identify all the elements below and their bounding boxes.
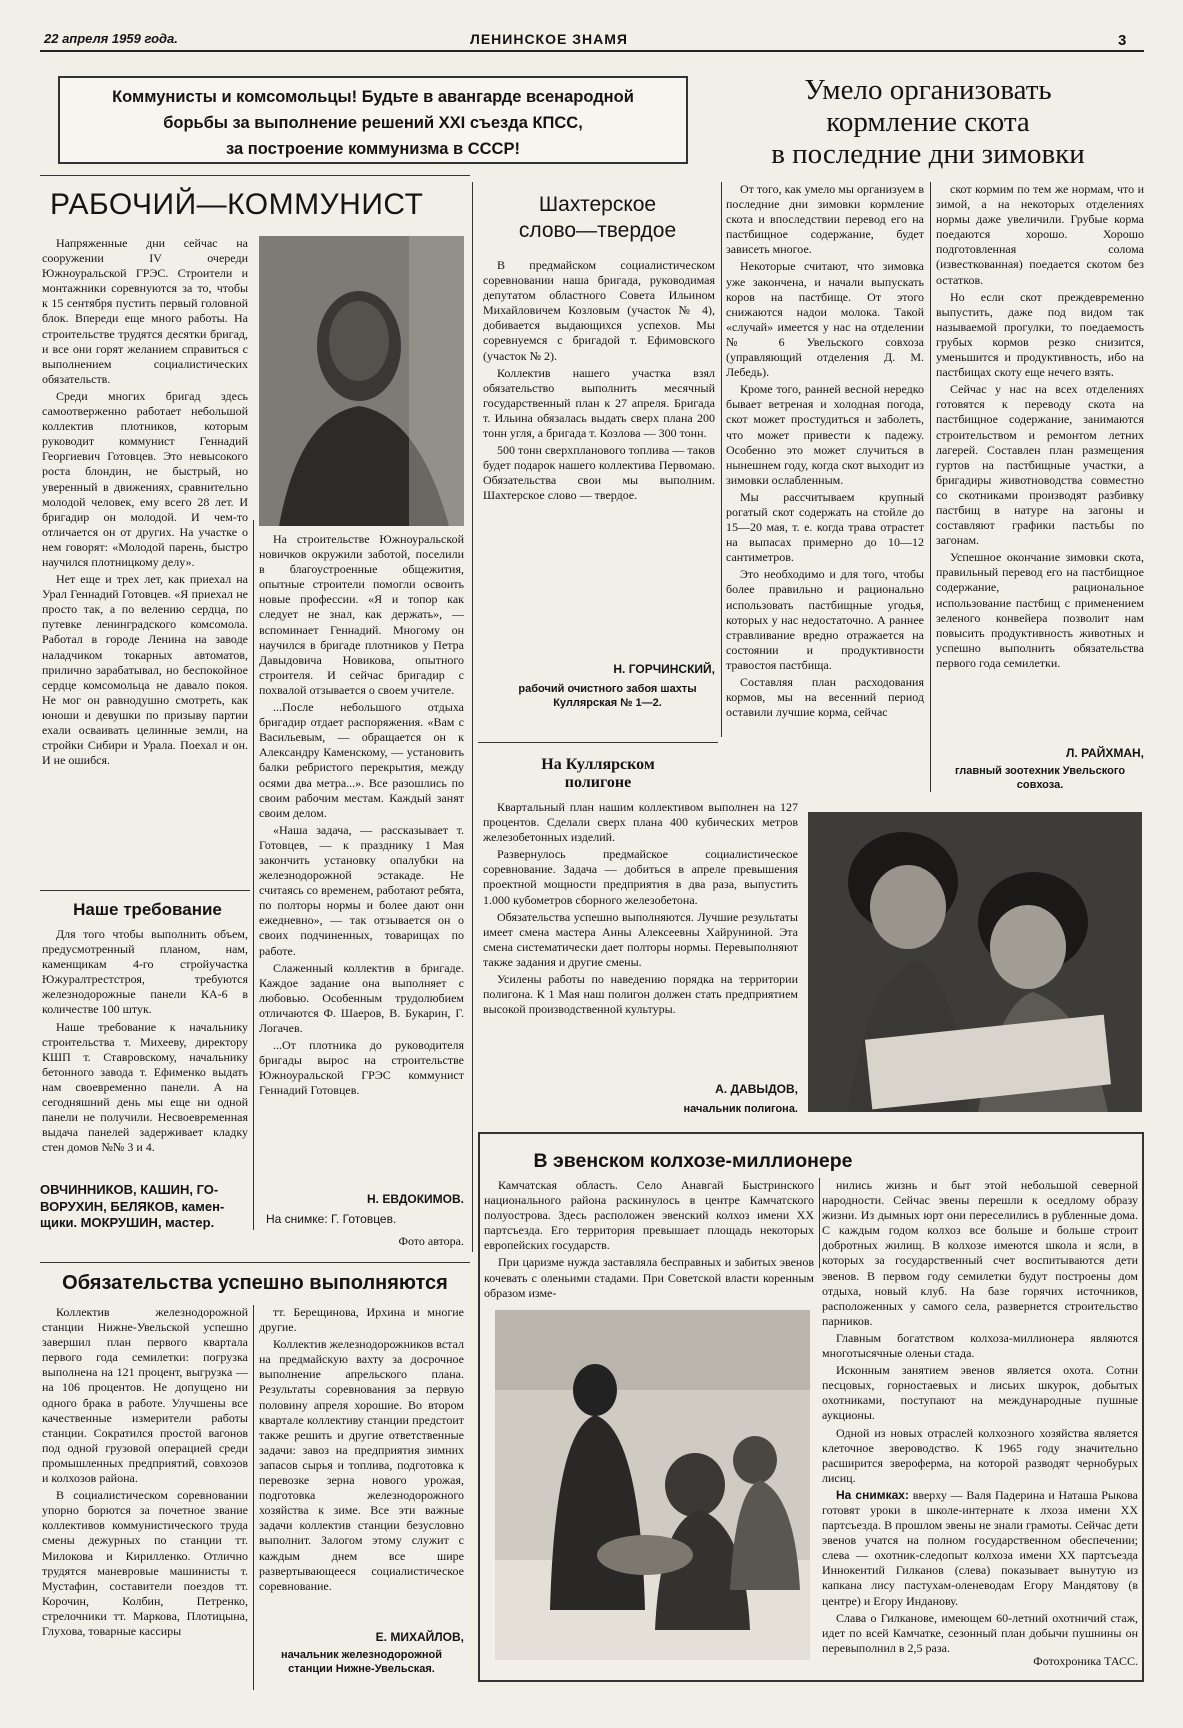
evenk-captions	[822, 1488, 1138, 1609]
livestock-col2-paragraph: Но если скот преждевременно выпустить, даже под видом так называемой прогулки, то поедаемость грубых кормов резко снизится, уменьшится и продуктивность, ибо на пастбищах скоту еще нечего взять.	[936, 289, 1144, 380]
obligations-article-title: Обязательства успешно выполняются	[62, 1272, 448, 1294]
evenk-photo-credit: Фотохроника ТАСС.	[1033, 1654, 1138, 1668]
worker-col2-paragraph: ...После небольшого отдыха бригадир отдает распоряжения. «Вам с Васильевым, — обращается он к Александру Каменскому, — установить балки ребристого перекрытия, между осями два метра...». Все разошлись по своим рабочим местам. Каждый занят своим делом.	[259, 700, 464, 820]
column-rule	[930, 182, 931, 792]
polygon-article-title	[478, 756, 718, 792]
worker-col2-paragraph: ...От плотника до руководителя бригады вырос на строительстве Южноуральской ГРЭС коммунист Геннадий Готовцев.	[259, 1038, 464, 1098]
worker-col2-paragraph: Слаженный коллектив в бригаде. Каждое задание она выполняет с любовью. Особенным трудолюбием отличаются Ф. Шаеров, В. Букарин, Г. Логачев.	[259, 960, 464, 1035]
polygon-title-line: На Куллярском	[541, 756, 655, 773]
column-rule	[721, 182, 722, 737]
hunters-photo	[495, 1310, 810, 1660]
evenk-article-title: В эвенском колхозе-миллионере	[533, 1150, 853, 1172]
evenk-col2-paragraph: Главным богатством колхоза-миллионера являются многотысячные оленьи стада.	[822, 1330, 1138, 1361]
livestock-title-line: Умело организовать	[804, 74, 1052, 106]
livestock-article-col1	[726, 182, 924, 722]
livestock-article-col2	[936, 182, 1144, 673]
demand-top-rule	[40, 890, 250, 891]
miner-title-line: слово—твердое	[518, 219, 677, 242]
masthead-paper-name: ЛЕНИНСКОЕ ЗНАМЯ	[470, 31, 628, 47]
miner-paragraph: Коллектив нашего участка взял обязательство выполнить месячный государственный план к 27 апреля. Бригада т. Ильина обязалась выдать сверх плана 200 тонн угля, а бригада т. Козлова — 300 тонн.	[483, 365, 715, 441]
obligations-position-line: начальник железнодорожной	[280, 1649, 443, 1661]
obligations-article-position	[259, 1648, 464, 1676]
evenk-col2-paragraph: Исконным занятием эвенов является охота. Сотни песцовых, горностаевых и лисьих шкурок, добытых охотниками, поступают на международные пушные аукционы.	[822, 1363, 1138, 1423]
worker-photo-caption: На снимке: Г. Готовцев.	[266, 1212, 397, 1226]
worker-col1-paragraph: Среди многих бригад здесь самоотверженно работает небольшой коллектив плотников, которым руководит коммунист Геннадий Георгиевич Готовцев. Это невысокого роста блондин, не быстрый, но уверенный в движениях, сравнительно молодой человек, ему всего 28 лет. И бригадир он молодой. И чем-то отличается он от других. На участке о нем говорят: «Молодой парень, быстро научился плотницкому делу».	[42, 388, 248, 569]
slogan-line-2: борьбы за выполнение решений XXI съезда КПСС,	[163, 114, 583, 132]
polygon-article-author: А. ДАВЫДОВ,	[715, 1082, 798, 1096]
slogan-box	[58, 76, 688, 164]
worker-col1-paragraph: Нет еще и трех лет, как приехал на Урал Геннадий Готовцев. «Я приехал не просто так, а по велению сердца, по путевке ленинградского комсомола. Работал в городе Ленина на заводе наладчиком токарных автоматов, прилично зарабатывал, но беспокойное сердце комсомольца не давало покоя. Не мог он равнодушно смотреть, как юноши и девушки по призыву партии ехали осваивать целинные земли, на стройки Сибири и Урала. Поехал и он. И не ошибся.	[42, 572, 248, 768]
polygon-paragraph: Квартальный план нашим коллективом выполнен на 127 процентов. Сделали сверх плана 400 кубических метров железобетонных изделий.	[483, 800, 798, 845]
evenk-article-col1	[484, 1178, 814, 1303]
worker-portrait-photo	[259, 236, 464, 526]
miner-paragraph: В предмайском социалистическом соревновании наша бригада, руководимая депутатом областного Совета Ильином Михайловичем Козловым (участок № 4), добивается выдающихся успехов. Мы соревнуемся с бригадой т. Ефимовского (участок № 2).	[483, 258, 715, 363]
evenk-article-col2	[822, 1178, 1138, 1658]
miner-paragraph: 500 тонн сверхпланового топлива — таков будет подарок нашего коллектива Первомаю. Обязательства свои мы выполним. Шахтерское слово — твердое.	[483, 443, 715, 503]
slogan-line-1: Коммунисты и комсомольцы! Будьте в авангарде всенародной	[112, 88, 634, 106]
polygon-top-rule	[478, 742, 718, 743]
masthead-date: 22 апреля 1959 года.	[44, 31, 178, 46]
evenk-captions-text: вверху — Валя Падерина и Наташа Рыкова готовят уроки в школе-интернате к лхоза имени XX партсъезда. В прошлом эвены не знали грамоты. Сейчас дети эвенов учатся на полном государственном обеспечении; слева — охотник-следопыт колхоза имени XX партсъезда Иннокентий Гилканов (слева) показывает вынутую из капкана лису пастухам-оленеводам Егору Мандятову (в центре) и Егору Инданову.	[822, 1487, 1139, 1608]
livestock-position-line: главный зоотехник Увельского	[954, 765, 1126, 777]
polygon-title-line: полигоне	[564, 774, 632, 791]
column-rule	[253, 520, 254, 1230]
evenk-col2-paragraph: Одной из новых отраслей колхозного хозяйства является клеточное звероводство. К 1965 году значительно расширится зверoферма, на которой разводят чернобурых лисиц.	[822, 1425, 1138, 1485]
worker-article-col1	[42, 236, 248, 770]
livestock-col1-paragraph: Составляя план расходования кормов, мы на весенний период оставили лучшие корма, сейчас	[726, 675, 924, 720]
miner-article-position: рабочий очистного забоя шахты Куллярская № 1—2.	[518, 683, 697, 709]
worker-article-title: РАБОЧИЙ—КОММУНИСТ	[50, 188, 424, 221]
livestock-col1-paragraph: Это необходимо и для того, чтобы более правильно и рационально использовать пастбищные угодья, которых у нас недостаточно. А раннее стравливание вредно отражается на состоянии и продуктивности травостоя пастбища.	[726, 567, 924, 672]
masthead-page-number: 3	[1118, 32, 1127, 49]
livestock-col2-paragraph: скот кормим по тем же нормам, что и зимой, а на некоторых отделениях нормы даже увеличили. Грубые корма поедаются хорошо. Хорошо подготовленная солома (известкованная) поедается скотом без остатков.	[936, 182, 1144, 287]
demand-article-title: Наше требование	[73, 900, 222, 919]
livestock-col2-paragraph: Успешное окончание зимовки скота, правильный перевод его на пастбищное содержание, рациональное использование пастбищ с применением зеленого конвейера позволит нам повысить продуктивность животных и успешно выполнить обязательства первого года семилетки.	[936, 550, 1144, 670]
slogan-line-3: за построение коммунизма в СССР!	[226, 140, 520, 158]
polygon-article-position: начальник полигона.	[683, 1103, 798, 1115]
worker-col2-paragraph: «Наша задача, — рассказывает т. Готовцев, — к празднику 1 Мая закончить установку опалубки на железнодорожной эстакаде. Не считаясь со временем, работают ребята, по полторы нормы и более дают они ежедневно», — так отзывается он о своих подчиненных, товарищах по работе.	[259, 822, 464, 958]
demand-signatures	[40, 1182, 248, 1232]
demand-signature-line: ОВЧИННИКОВ, КАШИН, ГО-	[40, 1182, 219, 1197]
evenk-captions-lead: На снимках:	[836, 1487, 909, 1502]
polygon-paragraph: Обязательства успешно выполняются. Лучшие результаты имеет смена мастера Анны Алексеевны Хайруниной. Эта смена систематически дает полторы нормы. Перевыполняют также задания и другие смены.	[483, 909, 798, 969]
column-rule	[819, 1178, 820, 1268]
polygon-paragraph: Усилены работы по наведению порядка на территории полигона. К 1 Мая наш полигон должен стать предприятием высокой производственной культуры.	[483, 972, 798, 1017]
livestock-col1-paragraph: Кроме того, ранней весной нередко бывает ветреная и холодная погода, скот может простудиться и заболеть, что может привести к падежу. Особенно это может случиться в нынешнем году, когда скот выходит из зимовки ослабленным.	[726, 382, 924, 487]
livestock-article-position	[936, 764, 1144, 792]
demand-paragraph: Для того чтобы выполнить объем, предусмотренный планом, нам, каменщикам 4-го стройучастка Южуралтрестстроя, требуются железнодорожные панели КА-6 в количестве 100 штук.	[42, 927, 248, 1017]
students-photo	[808, 812, 1142, 1112]
livestock-article-title	[708, 74, 1148, 170]
polygon-paragraph: Развернулось предмайское социалистическое соревнование. Задача — добиться в апреле превышения проектной мощности предприятия в два раза, выпустить 1.000 кубометров сборного железобетона.	[483, 847, 798, 907]
livestock-col1-paragraph: Некоторые считают, что зимовка уже закончена, и начали выпускать коров на пастбище. От этого снижаются надои молока. Такой «случай» имеется у нас на отделении № 6 Увельского совхоза (управляющий отделения Д. М. Лебедь).	[726, 259, 924, 380]
worker-photo-credit: Фото автора.	[398, 1234, 464, 1248]
demand-paragraph: Наше требование к начальнику строительства т. Михееву, директору КШП т. Ставровскому, начальнику бетонного завода т. Ефименко выдать нам своевременно панели. А на сегодняшний день мы еще ни одной панели не получили. Несвоевременная выдача панелей задерживает кладку стен домов №№ 3 и 4.	[42, 1019, 248, 1155]
evenk-col1-paragraph: При царизме нужда заставляла бесправных и забитых эвенов кочевать с оленьими стадами. При Советской власти коренным образом изме-	[484, 1255, 814, 1300]
miner-title-line: Шахтерское	[538, 193, 657, 216]
miner-article-title	[480, 192, 715, 244]
livestock-col1-paragraph: От того, как умело мы организуем в последние дни зимовки кормление скота и впоследствии перевод его на пастбищное содержание, будет зависеть многое.	[726, 182, 924, 257]
slogan-rule	[40, 175, 470, 176]
livestock-title-line: кормление скота	[826, 106, 1030, 138]
livestock-col1-paragraph: Мы рассчитываем крупный рогатый скот содержать на стойле до 15—20 мая, т. е. когда трава отрастет на выпасах примерно до 10—12 сантиметров.	[726, 489, 924, 565]
column-rule	[253, 1305, 254, 1690]
evenk-col1-paragraph: Камчатская область. Село Анавгай Быстринского национального района раскинулось в центре Камчатского полуострова. Здесь расположен эвенский колхоз имени XX партсъезда. Его территория превышает площадь некоторых европейских государств.	[484, 1178, 814, 1253]
evenk-col2-paragraph: нились жизнь и быт этой небольшой северной народности. Сейчас эвены перешли к оседлому образу жизни. Из дымных юрт они переселились в рубленные дома. С каждым годом колхоз все больше и больше строит добротных жилищ. В колхозе имеются школа и ясли, в которых за государственный счет воспитываются дети эвенов. В первом году семилетки будут построены дом отдыха, новый клуб. На базе горячих источников, расположенных у самого села, развернется строительство парников.	[822, 1178, 1138, 1328]
obligations-top-rule	[40, 1262, 470, 1263]
obligations-col2-paragraph: Коллектив железнодорожников встал на предмайскую вахту за досрочное выполнение апрельского плана. Результаты соревнования за первую половину апреля хорошие. Во втором квартале коллективу станции предстоит также решить и другие ответственные задачи: завоз на предприятия зимних запасов сырья и топлива, подготовка к перевозке зерна нового урожая, подготовка железнодорожного хозяйства к зиме. Все эти важные задачи коллектив станции безусловно выполнит. Залогом этому служит с каждым днем все шире развертывающееся социалистическое соревнование.	[259, 1337, 464, 1593]
column-rule	[472, 182, 473, 1252]
worker-article-col2	[259, 532, 464, 1100]
obligations-position-line: станции Нижне-Увельская.	[288, 1663, 435, 1675]
masthead-rule	[40, 50, 1144, 52]
obligations-col1-paragraph: Коллектив железнодорожной станции Нижне-Увельской успешно завершил план первого квартала первого года семилетки: погрузка выполнена на 121 процент, выгрузка — на 106 процентов. Не допущено ни одного брака в работе. Улучшены все качественные измерители работы станции. Сократился простой вагонов под одной грузовой операцией среди промышленных предприятий, совхозов и колхозов района.	[42, 1305, 248, 1486]
worker-col2-paragraph: На строительстве Южноуральской новичков окружили заботой, поселили в благоустроенные общежития, опытные строители помогли освоить новые профессии. «Я и топор как следует не знал, как держать», — вспоминает Геннадий. Многому он научился в бригаде плотников у Петра Давыдовича Новикова, опытного строителя. И сейчас бригадир с похвалой отзывается о своем учителе.	[259, 532, 464, 697]
livestock-article-author: Л. РАЙХМАН,	[1066, 746, 1144, 760]
obligations-article-author: Е. МИХАЙЛОВ,	[375, 1630, 464, 1644]
worker-article-author: Н. ЕВДОКИМОВ.	[366, 1192, 464, 1206]
livestock-col2-paragraph: Сейчас у нас на всех отделениях готовятся к переводу скота на пастбищное содержание, занимаются строительством и ремонтом летних лагерей. Составлен план размещения гуртов на пастбищные участки, а бригадиры животноводства совместно со скотниками производят разбивку пастбищ в натуре на загоны и составляют графики пастьбы по загонам.	[936, 382, 1144, 548]
polygon-article-body	[483, 800, 798, 1019]
obligations-article-col2	[259, 1305, 464, 1596]
obligations-col1-paragraph: В социалистическом соревновании упорно борются за почетное звание коллективов коммунистического труда смены дежурных по станции тт. Милокова и Кирилленко. Отлично трудятся маневровые машинисты т. Мустафин, составители поездов тт. Корочин, Колбин, Петренко, стрелочники тт. Маркова, Плотицына, Глухова, товарные кассиры	[42, 1488, 248, 1638]
miner-article-body	[483, 258, 715, 506]
demand-signature-line: щики. МОКРУШИН, мастер.	[40, 1215, 215, 1230]
livestock-title-line: в последние дни зимовки	[771, 138, 1085, 170]
livestock-position-line: совхоза.	[1016, 779, 1064, 791]
obligations-article-col1	[42, 1305, 248, 1641]
demand-article-body	[42, 927, 248, 1157]
demand-signature-line: ВОРУХИН, БЕЛЯКОВ, камен-	[40, 1198, 225, 1214]
miner-article-author: Н. ГОРЧИНСКИЙ,	[613, 662, 715, 676]
worker-col1-paragraph: Напряженные дни сейчас на сооружении IV очереди Южноуральской ГРЭС. Строители и монтажники соревнуются за то, чтобы к 15 сентября пустить первый головной блок. Впереди еще много работы. На строительстве трудятся десятки бригад, и все они горят желанием справиться с выполнением социалистических обязательств.	[42, 236, 248, 386]
obligations-col2-paragraph: тт. Берещинова, Ирхина и многие другие.	[259, 1305, 464, 1335]
evenk-closing: Слава о Гилканове, имеющем 60-летний охотничий стаж, идет по всей Камчатке, сезонный план добычи пушнины он перевыполнил в 2,5 раза.	[822, 1610, 1138, 1655]
